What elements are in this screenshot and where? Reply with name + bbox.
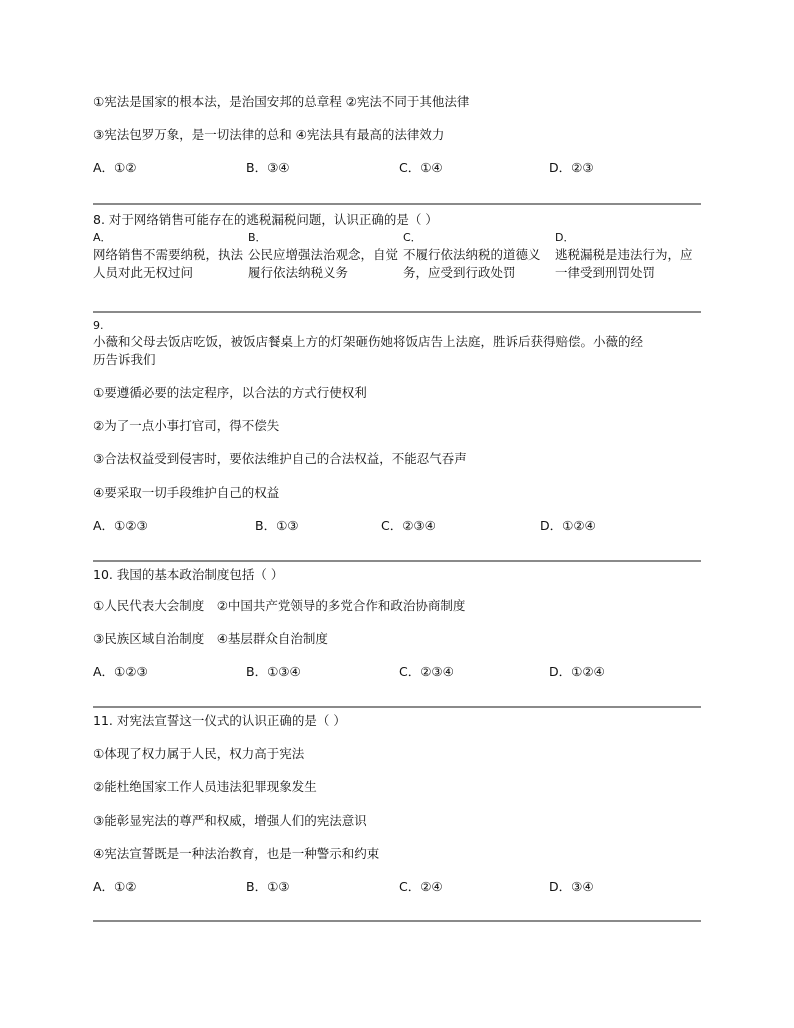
q9-options — [93, 518, 701, 534]
q9-number: 9. — [93, 319, 104, 332]
q8-choice-b[interactable]: 公民应增强法治观念，自觉履行依法纳税义务 — [248, 247, 399, 280]
q11-option-d[interactable]: D．③④ — [549, 879, 594, 894]
q8-letter-b: B． — [248, 231, 267, 244]
q11-option-c[interactable]: C．②④ — [399, 879, 443, 894]
exam-page — [93, 0, 701, 1028]
q10-statement-line-2: ③民族区域自治制度 ④基层群众自治制度 — [93, 631, 328, 646]
q9-option-c[interactable]: C．②③④ — [381, 518, 436, 533]
q8-letter-a: A． — [93, 231, 112, 244]
q7-option-c[interactable]: C．①④ — [399, 160, 443, 175]
q11-stem: 11. 对宪法宣誓这一仪式的认识正确的是（ ） — [93, 713, 346, 728]
q9-option-b[interactable]: B．①③ — [255, 518, 299, 533]
divider — [93, 203, 701, 205]
q10-option-b[interactable]: B．①③④ — [246, 664, 301, 679]
q7-statement-line-1: ①宪法是国家的根本法，是治国安邦的总章程 ②宪法不同于其他法律 — [93, 94, 470, 109]
q11-option-a[interactable]: A．①② — [93, 879, 137, 894]
q11-option-b[interactable]: B．①③ — [246, 879, 290, 894]
q7-options — [93, 160, 701, 176]
q9-option-a[interactable]: A．①②③ — [93, 518, 148, 533]
q10-option-c[interactable]: C．②③④ — [399, 664, 454, 679]
q8-letter-c: C． — [403, 231, 422, 244]
q9-statement-2: ②为了一点小事打官司，得不偿失 — [93, 418, 280, 433]
q11-statement-1: ①体现了权力属于人民，权力高于宪法 — [93, 746, 305, 761]
divider — [93, 560, 701, 562]
q11-options — [93, 879, 701, 895]
q9-option-d[interactable]: D．①②④ — [540, 518, 596, 533]
divider — [93, 311, 701, 313]
q8-letter-d: D． — [555, 231, 575, 244]
q11-statement-2: ②能杜绝国家工作人员违法犯罪现象发生 — [93, 779, 317, 794]
q7-option-d[interactable]: D．②③ — [549, 160, 594, 175]
q11-statement-3: ③能彰显宪法的尊严和权威，增强人们的宪法意识 — [93, 813, 367, 828]
q9-stem-line-1: 小薇和父母去饭店吃饭，被饭店餐桌上方的灯架砸伤她将饭店告上法庭，胜诉后获得赔偿。小薇的经 — [93, 334, 644, 349]
q10-option-d[interactable]: D．①②④ — [549, 664, 605, 679]
q8-choice-d[interactable]: 逃税漏税是违法行为，应一律受到刑罚处罚 — [555, 247, 693, 280]
q7-option-b[interactable]: B．③④ — [246, 160, 290, 175]
q9-statement-1: ①要遵循必要的法定程序，以合法的方式行使权利 — [93, 385, 367, 400]
q10-statement-line-1: ①人民代表大会制度 ②中国共产党领导的多党合作和政治协商制度 — [93, 598, 466, 613]
divider — [93, 920, 701, 922]
q8-choice-a[interactable]: 网络销售不需要纳税，执法人员对此无权过问 — [93, 247, 244, 280]
q9-statement-3: ③合法权益受到侵害时，要依法维护自己的合法权益，不能忍气吞声 — [93, 451, 467, 466]
divider — [93, 706, 701, 708]
q10-option-a[interactable]: A．①②③ — [93, 664, 148, 679]
q7-option-a[interactable]: A．①② — [93, 160, 137, 175]
q11-statement-4: ④宪法宣誓既是一种法治教育，也是一种警示和约束 — [93, 846, 380, 861]
q10-options — [93, 664, 701, 680]
q9-stem-line-2: 历告诉我们 — [93, 352, 156, 367]
q8-choice-c[interactable]: 不履行依法纳税的道德义务，应受到行政处罚 — [403, 247, 541, 280]
q10-stem: 10. 我国的基本政治制度包括（ ） — [93, 567, 284, 582]
q8-stem: 8. 对于网络销售可能存在的逃税漏税问题，认识正确的是（ ） — [93, 212, 438, 227]
q9-statement-4: ④要采取一切手段维护自己的权益 — [93, 485, 280, 500]
q7-statement-line-2: ③宪法包罗万象，是一切法律的总和 ④宪法具有最高的法律效力 — [93, 127, 445, 142]
